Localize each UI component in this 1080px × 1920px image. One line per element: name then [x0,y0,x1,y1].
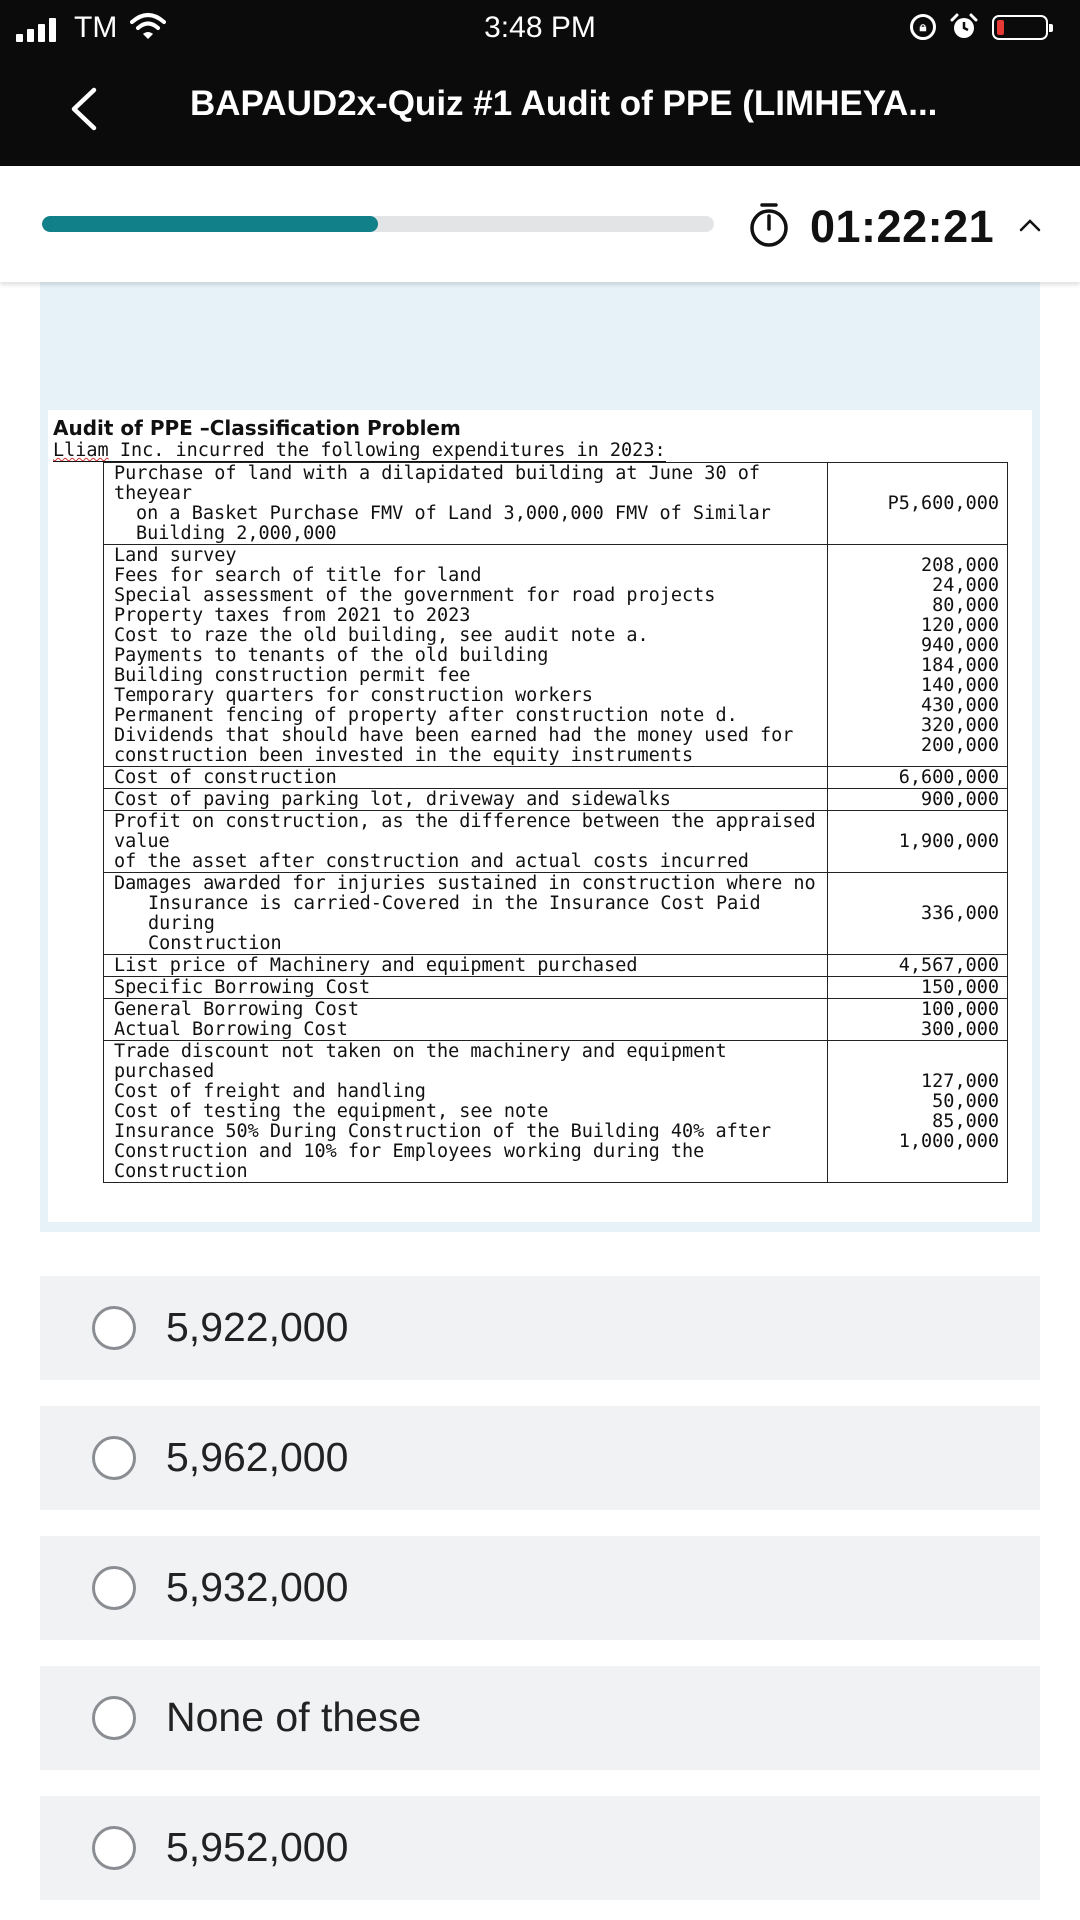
amount-value: 940,000 [921,635,999,656]
amount-value: 320,000 [921,715,999,736]
amount-value: 100,000 [921,999,999,1020]
amount-value: 140,000 [921,675,999,696]
table-row [104,999,1008,1041]
table-row [104,955,1008,977]
expense-line: Property taxes from 2021 to 2023 [114,605,471,626]
amount-value: 4,567,000 [898,955,999,976]
expense-amount [828,463,1008,545]
answer-option[interactable] [40,1666,1040,1770]
answer-option-label: None of these [166,1694,422,1740]
amount-value: 184,000 [921,655,999,676]
expenditure-table [103,462,1008,1183]
expense-amount [828,955,1008,977]
answer-option[interactable] [40,1796,1040,1900]
stopwatch-icon [748,202,790,248]
status-bar [0,0,1080,54]
alarm-icon [950,13,978,41]
expense-line: Purchase of land with a dilapidated building at June 30 of theyear [114,463,761,504]
table-row [104,545,1008,767]
expense-line: Construction and 10% for Employees working during the Construction [114,1141,705,1182]
expense-line: Special assessment of the government for road projects [114,585,716,606]
amount-value: 300,000 [921,1019,999,1040]
expense-line: Damages awarded for injuries sustained in construction where no [114,873,816,894]
battery-icon [992,15,1048,40]
expense-amount [828,767,1008,789]
expense-line: Cost of paving parking lot, driveway and sidewalks [114,789,671,810]
expense-line: Land survey [114,545,237,566]
status-time: 3:48 PM [484,11,596,44]
carrier-label: TM [74,11,118,44]
expense-line: on a Basket Purchase FMV of Land 3,000,000 FMV of Similar [136,503,771,524]
amount-value: 430,000 [921,695,999,716]
expense-line: Cost of testing the equipment, see note [114,1101,549,1122]
expense-line: Cost of freight and handling [114,1081,426,1102]
rotation-lock-icon: 🔒︎ [910,14,936,40]
countdown-timer: 01:22:21 [810,201,995,252]
expense-amount [828,545,1008,767]
expense-line: Construction [148,933,282,954]
expense-amount [828,811,1008,873]
answer-option-label: 5,922,000 [166,1304,349,1350]
expense-line: Dividends that should have been earned had the money used for [114,725,794,746]
progress-row [0,166,1080,282]
expense-line: Building construction permit fee [114,665,471,686]
amount-value: 127,000 [921,1071,999,1092]
amount-value: 80,000 [932,595,999,616]
expense-amount [828,1041,1008,1183]
radio-button[interactable] [92,1436,136,1480]
expense-amount [828,999,1008,1041]
amount-value: 900,000 [921,789,999,810]
chevron-left-icon[interactable] [64,84,104,134]
expense-line: Profit on construction, as the difference between the appraised value [114,811,816,852]
table-row [104,811,1008,873]
expense-description [104,873,828,955]
question-image [48,410,1032,1222]
expense-line: Cost of construction [114,767,337,788]
expense-description [104,767,828,789]
table-row [104,789,1008,811]
expense-description [104,545,828,767]
chevron-up-icon[interactable] [1016,216,1044,234]
amount-value: 1,000,000 [898,1131,999,1152]
table-row [104,873,1008,955]
progress-bar [42,216,714,232]
table-row [104,977,1008,999]
expense-amount [828,873,1008,955]
expense-line: construction been invested in the equity instruments [114,745,694,766]
answer-option[interactable] [40,1276,1040,1380]
expense-line: Specific Borrowing Cost [114,977,371,998]
expense-line: Actual Borrowing Cost [114,1019,348,1040]
expense-amount [828,789,1008,811]
expense-line: General Borrowing Cost [114,999,360,1020]
expense-description [104,789,828,811]
answer-option[interactable] [40,1536,1040,1640]
expense-description [104,1041,828,1183]
status-icons [910,12,1060,42]
amount-value: 336,000 [921,903,999,924]
amount-value: 24,000 [932,575,999,596]
expense-description [104,463,828,545]
expense-line: Payments to tenants of the old building [114,645,549,666]
amount-value: 50,000 [932,1091,999,1112]
answer-option-label: 5,932,000 [166,1564,349,1610]
expense-line: Temporary quarters for construction workers [114,685,593,706]
expense-line: of the asset after construction and actual costs incurred [114,851,749,872]
expense-line: Insurance 50% During Construction of the Building 40% after [114,1121,772,1142]
top-bar [0,0,1080,166]
expense-line: Trade discount not taken on the machinery and equipment purchased [114,1041,727,1082]
expense-description [104,999,828,1041]
table-row [104,463,1008,545]
expense-line: Permanent fencing of property after construction note d. [114,705,738,726]
quiz-title: BAPAUD2x-Quiz #1 Audit of PPE (LIMHEYA... [190,84,938,123]
expense-description [104,977,828,999]
radio-button[interactable] [92,1306,136,1350]
expense-amount [828,977,1008,999]
expense-line: Fees for search of title for land [114,565,482,586]
amount-value: 120,000 [921,615,999,636]
expense-line: Insurance is carried-Covered in the Insurance Cost Paid during [148,893,761,934]
expense-line: List price of Machinery and equipment purchased [114,955,638,976]
amount-value: 6,600,000 [898,767,999,788]
amount-value: 208,000 [921,555,999,576]
table-row [104,1041,1008,1183]
progress-fill [42,216,378,232]
table-row [104,767,1008,789]
amount-value: 200,000 [921,735,999,756]
answer-option-label: 5,952,000 [166,1824,349,1870]
battery-level [997,20,1004,35]
expense-line: Cost to raze the old building, see audit note a. [114,625,649,646]
amount-value: P5,600,000 [887,493,999,514]
answer-option[interactable] [40,1406,1040,1510]
amount-value: 85,000 [932,1111,999,1132]
amount-value: 150,000 [921,977,999,998]
answer-option-label: 5,962,000 [166,1434,349,1480]
problem-heading: Audit of PPE –Classification Problem [53,416,461,440]
expense-line: Building 2,000,000 [136,523,337,544]
radio-button[interactable] [92,1696,136,1740]
amount-value: 1,900,000 [898,831,999,852]
expense-description [104,955,828,977]
radio-button[interactable] [92,1826,136,1870]
radio-button[interactable] [92,1566,136,1610]
expense-description [104,811,828,873]
problem-intro: Lliam Inc. incurred the following expenditures in 2023: [53,440,666,461]
